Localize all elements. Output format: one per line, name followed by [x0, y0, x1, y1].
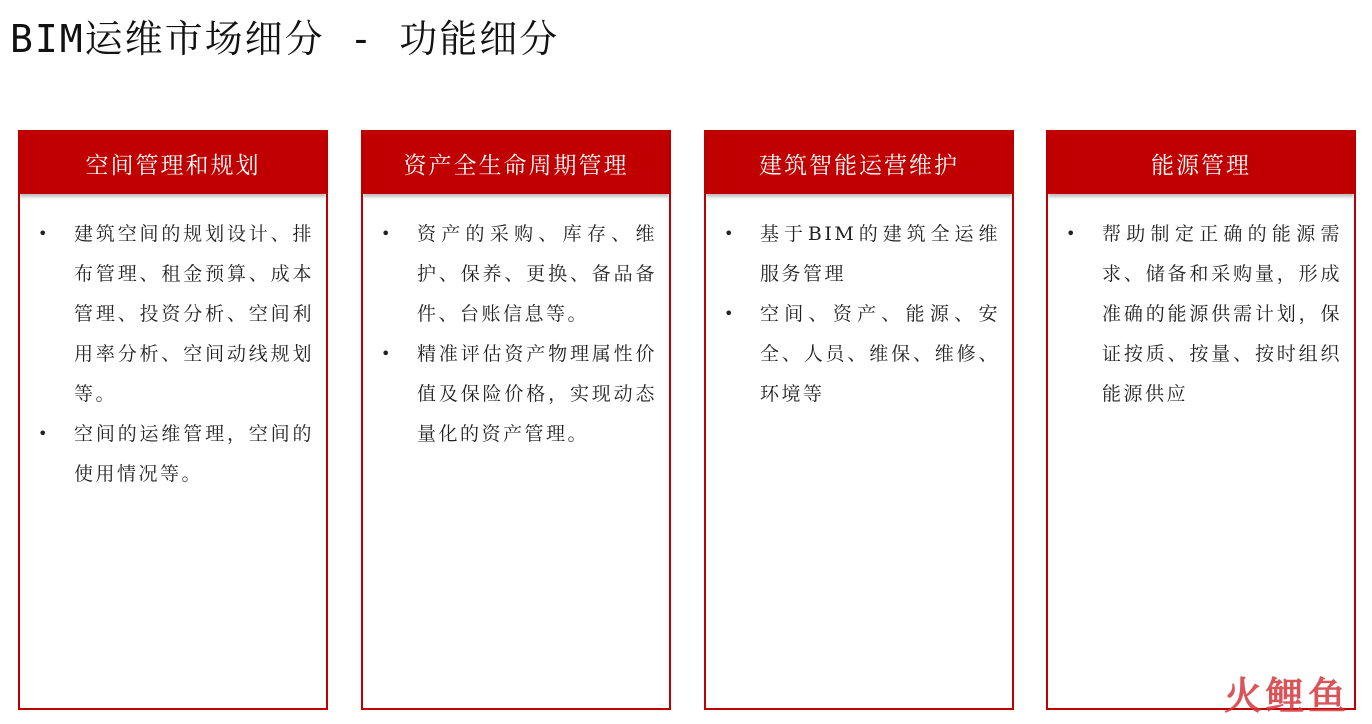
list-item	[724, 294, 1000, 414]
list-item-text: 建筑空间的规划设计、排布管理、租金预算、成本管理、投资分析、空间利用率分析、空间动线规划等。	[74, 223, 314, 405]
card-header: 能源管理	[1048, 132, 1354, 194]
list-item	[38, 214, 314, 414]
watermark-tail: 鲤鱼	[1265, 674, 1350, 718]
card-bullet-list	[706, 194, 1012, 414]
bullet-icon: •	[724, 304, 736, 323]
list-item-text: 基于BIM的建筑全运维服务管理	[760, 223, 1000, 285]
list-item	[381, 214, 657, 334]
card-header: 空间管理和规划	[20, 132, 326, 194]
list-item-text: 资产的采购、库存、维护、保养、更换、备品备件、台账信息等。	[417, 223, 657, 325]
bullet-icon: •	[38, 424, 50, 443]
bullet-icon: •	[1066, 224, 1078, 243]
card-building-operations	[704, 130, 1014, 710]
card-header: 建筑智能运营维护	[706, 132, 1012, 194]
list-item	[724, 214, 1000, 294]
watermark-logo	[1224, 665, 1350, 720]
card-bullet-list	[1048, 194, 1354, 414]
bullet-icon: •	[724, 224, 736, 243]
card-space-management	[18, 130, 328, 710]
list-item	[1066, 214, 1342, 414]
bullet-icon: •	[381, 224, 393, 243]
bullet-icon: •	[381, 344, 393, 363]
list-item-text: 精准评估资产物理属性价值及保险价格，实现动态量化的资产管理。	[417, 343, 657, 445]
list-item	[38, 414, 314, 494]
card-bullet-list	[363, 194, 669, 454]
bullet-icon: •	[38, 224, 50, 243]
list-item-text: 帮助制定正确的能源需求、储备和采购量，形成准确的能源供需计划，保证按质、按量、按时组织能源供应	[1102, 223, 1342, 405]
card-asset-lifecycle	[361, 130, 671, 710]
card-energy-management	[1046, 130, 1356, 710]
card-header: 资产全生命周期管理	[363, 132, 669, 194]
list-item	[381, 334, 657, 454]
page-title: BIM运维市场细分 - 功能细分	[10, 17, 560, 61]
watermark-lead: 火	[1223, 674, 1266, 718]
list-item-text: 空间、资产、能源、安全、人员、维保、维修、环境等	[760, 303, 1000, 405]
card-bullet-list	[20, 194, 326, 494]
list-item-text: 空间的运维管理，空间的使用情况等。	[74, 423, 314, 485]
